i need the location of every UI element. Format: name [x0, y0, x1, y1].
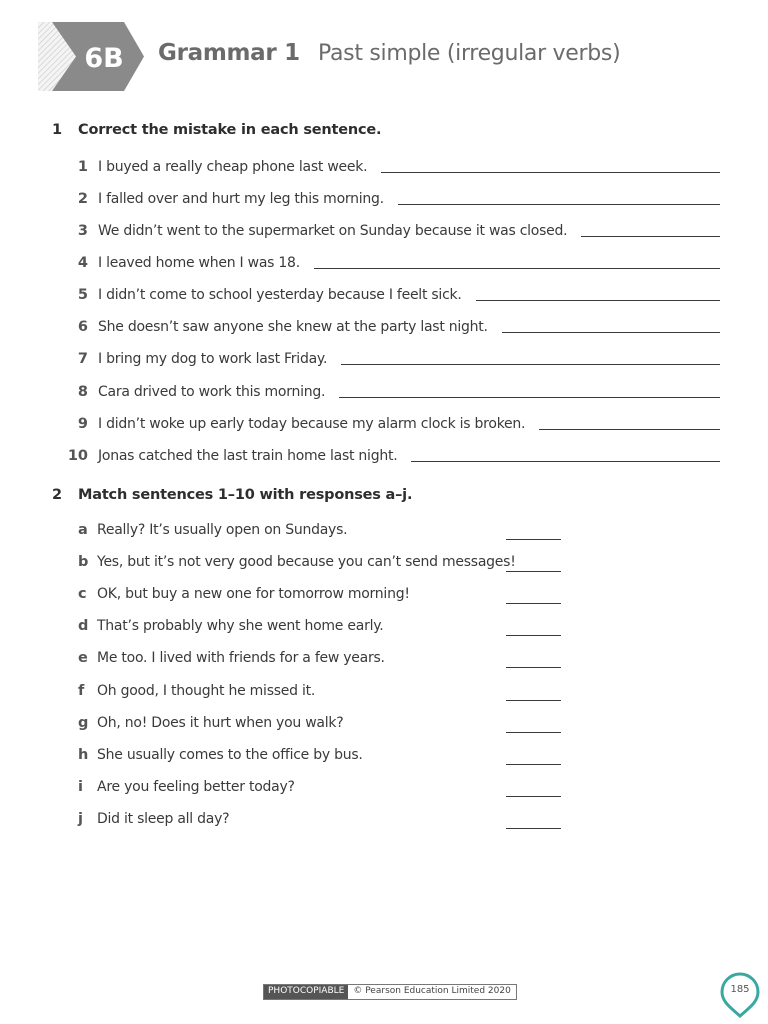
item-number: 2 [77, 191, 88, 207]
answer-line[interactable] [502, 331, 720, 333]
item-sentence: I falled over and hurt my leg this morning. [98, 191, 384, 207]
item-letter: i [78, 779, 83, 795]
exercise-2-item [0, 711, 562, 733]
exercise-2-item [0, 775, 562, 797]
item-response: Oh good, I thought he missed it. [97, 683, 316, 699]
exercise-1-item [0, 249, 720, 271]
answer-line[interactable] [539, 428, 720, 430]
item-letter: c [78, 586, 87, 602]
exercise-1-item [0, 153, 720, 175]
answer-line[interactable] [506, 732, 561, 733]
exercise-1-item [0, 185, 720, 207]
item-sentence: I buyed a really cheap phone last week. [98, 159, 368, 175]
item-sentence: I bring my dog to work last Friday. [98, 351, 328, 367]
answer-line[interactable] [506, 700, 561, 701]
exercise-1-item [0, 313, 720, 335]
answer-line[interactable] [506, 635, 561, 636]
exercise-2-instruction: Match sentences 1–10 with responses a–j. [78, 487, 413, 503]
unit-code: 6B [84, 43, 124, 74]
item-response: Yes, but it’s not very good because you can’t send messages! [97, 554, 516, 570]
item-response: She usually comes to the office by bus. [97, 747, 363, 763]
item-letter: f [78, 683, 85, 699]
page-number: 185 [730, 984, 750, 995]
section-title: Grammar 1 [158, 40, 300, 66]
answer-line[interactable] [506, 571, 561, 572]
item-number: 7 [77, 351, 88, 367]
item-number: 3 [77, 223, 88, 239]
item-number: 10 [67, 448, 88, 464]
item-sentence: She doesn’t saw anyone she knew at the party last night. [98, 319, 488, 335]
item-number: 4 [77, 255, 88, 271]
answer-line[interactable] [341, 363, 720, 365]
item-letter: g [78, 715, 89, 731]
section-subtitle: Past simple (irregular verbs) [318, 41, 621, 66]
answer-line[interactable] [411, 460, 720, 462]
answer-line[interactable] [506, 603, 561, 604]
item-number: 5 [77, 287, 88, 303]
page-marker-icon [720, 972, 760, 1018]
exercise-1-instruction: Correct the mistake in each sentence. [78, 122, 382, 138]
copyright-text: © Pearson Education Limited 2020 [348, 985, 515, 999]
answer-line[interactable] [381, 171, 720, 173]
exercise-2-item [0, 582, 562, 604]
item-number: 8 [77, 384, 88, 400]
exercise-2-item [0, 614, 562, 636]
item-letter: h [78, 747, 89, 763]
answer-line[interactable] [506, 796, 561, 797]
answer-line[interactable] [506, 764, 561, 765]
item-letter: d [78, 618, 89, 634]
exercise-1-item [0, 281, 720, 303]
answer-line[interactable] [581, 235, 720, 237]
item-letter: e [78, 650, 88, 666]
item-sentence: I leaved home when I was 18. [98, 255, 300, 271]
exercise-2-item [0, 743, 562, 765]
unit-badge [38, 22, 144, 91]
answer-line[interactable] [506, 828, 561, 829]
answer-line[interactable] [506, 667, 561, 668]
item-response: Did it sleep all day? [97, 811, 230, 827]
exercise-2-item [0, 679, 562, 701]
exercise-1-item [0, 345, 720, 367]
exercise-1-item [0, 378, 720, 400]
answer-line[interactable] [314, 267, 720, 269]
exercise-2-number: 2 [52, 487, 63, 503]
item-number: 1 [77, 159, 88, 175]
item-response: OK, but buy a new one for tomorrow morning! [97, 586, 410, 602]
exercise-2-item [0, 807, 562, 829]
photocopiable-label: PHOTOCOPIABLE [264, 985, 348, 999]
exercise-1-item [0, 217, 720, 239]
exercise-2-item [0, 518, 562, 540]
item-response: Me too. I lived with friends for a few years. [97, 650, 385, 666]
item-response: Really? It’s usually open on Sundays. [97, 522, 348, 538]
item-sentence: We didn’t went to the supermarket on Sunday because it was closed. [98, 223, 568, 239]
answer-line[interactable] [506, 539, 561, 540]
answer-line[interactable] [339, 396, 720, 398]
item-sentence: Cara drived to work this morning. [98, 384, 326, 400]
item-sentence: I didn’t come to school yesterday because I feelt sick. [98, 287, 462, 303]
item-response: Oh, no! Does it hurt when you walk? [97, 715, 344, 731]
copyright-footer [263, 984, 517, 1000]
exercise-2-item [0, 550, 562, 572]
item-letter: a [78, 522, 88, 538]
exercise-1-item [0, 442, 720, 464]
exercise-1-number: 1 [52, 122, 63, 138]
item-sentence: Jonas catched the last train home last night. [98, 448, 398, 464]
answer-line[interactable] [476, 299, 720, 301]
item-number: 9 [77, 416, 88, 432]
item-number: 6 [77, 319, 88, 335]
answer-line[interactable] [398, 203, 720, 205]
exercise-1-item [0, 410, 720, 432]
item-response: Are you feeling better today? [97, 779, 295, 795]
item-response: That’s probably why she went home early. [97, 618, 384, 634]
item-letter: j [78, 811, 83, 827]
exercise-2-item [0, 646, 562, 668]
item-sentence: I didn’t woke up early today because my alarm clock is broken. [98, 416, 526, 432]
item-letter: b [78, 554, 89, 570]
